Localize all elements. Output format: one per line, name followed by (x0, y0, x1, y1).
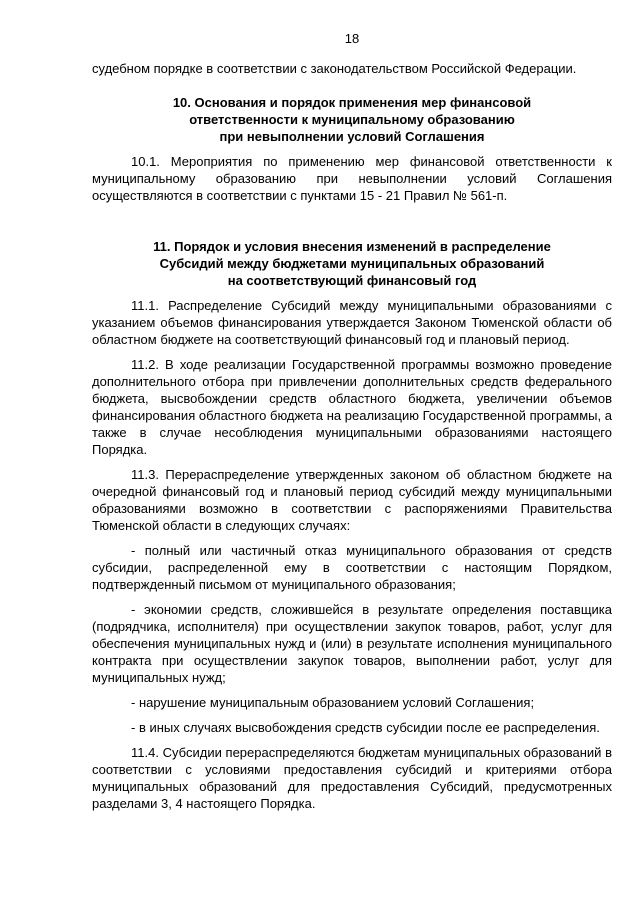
paragraph-11-3: 11.3. Перераспределение утвержденных законом об областном бюджете на очередной финансовый год и плановый период субсидий между муниципальными образованиями возможно в соответствии с распоряжениями Правительства Тюменской области в следующих случаях: (92, 467, 612, 533)
list-item-refusal: - полный или частичный отказ муниципального образования от средств субсидии, распределенной ему в соответствии с настоящим Порядком, подтвержденный письмом от муниципального образования; (92, 543, 612, 592)
list-item-savings: - экономии средств, сложившейся в результате определения поставщика (подрядчика, исполнителя) при осуществлении закупок товаров, работ, услуг для обеспечения муниципальных нужд и (или) в результате исполнения муниципального контракта при осуществлении закупок товаров, выполнении работ, услуг для муниципальных нужд; (92, 602, 612, 685)
page-number: 18 (344, 31, 360, 46)
section-10-heading-line: ответственности к муниципальному образованию (189, 112, 515, 127)
paragraph-11-2: 11.2. В ходе реализации Государственной программы возможно проведение дополнительного отбора при привлечении дополнительных средств федерального бюджета, высвобождении средств областного бюджета, увеличении объемов финансирования областного бюджета на реализацию Государственной программы, а также в случае несоблюдения муниципальными образованиями настоящего Порядка. (92, 357, 612, 457)
section-11-heading (92, 238, 612, 289)
section-10-heading-line: 10. Основания и порядок применения мер финансовой (172, 95, 532, 110)
section-11-heading-line: на соответствующий финансовый год (227, 273, 477, 288)
section-10-heading (92, 94, 612, 145)
intro-paragraph: судебном порядке в соответствии с законодательством Российской Федерации. (92, 61, 577, 76)
list-item-other-cases: - в иных случаях высвобождения средств субсидии после ее распределения. (131, 720, 600, 735)
paragraph-11-1: 11.1. Распределение Субсидий между муниципальными образованиями с указанием объемов финансирования утверждается Законом Тюменской области об областном бюджете на соответствующий финансовый год и плановый период. (92, 298, 612, 347)
paragraph-11-4: 11.4. Субсидии перераспределяются бюджетам муниципальных образований в соответствии с условиями предоставления субсидий и критериями отбора муниципальных образований для предоставления Субсидий, предусмотренных разделами 3, 4 настоящего Порядка. (92, 745, 612, 811)
list-item-violation: - нарушение муниципальным образованием условий Соглашения; (131, 695, 535, 710)
paragraph-10-1: 10.1. Мероприятия по применению мер финансовой ответственности к муниципальному образованию при невыполнении условий Соглашения осуществляются в соответствии с пунктами 15 - 21 Правил № 561-п. (92, 154, 612, 203)
section-10-heading-line: при невыполнении условий Соглашения (219, 129, 485, 144)
section-11-heading-line: Субсидий между бюджетами муниципальных образований (159, 256, 545, 271)
section-11-heading-line: 11. Порядок и условия внесения изменений в распределение (153, 239, 551, 254)
